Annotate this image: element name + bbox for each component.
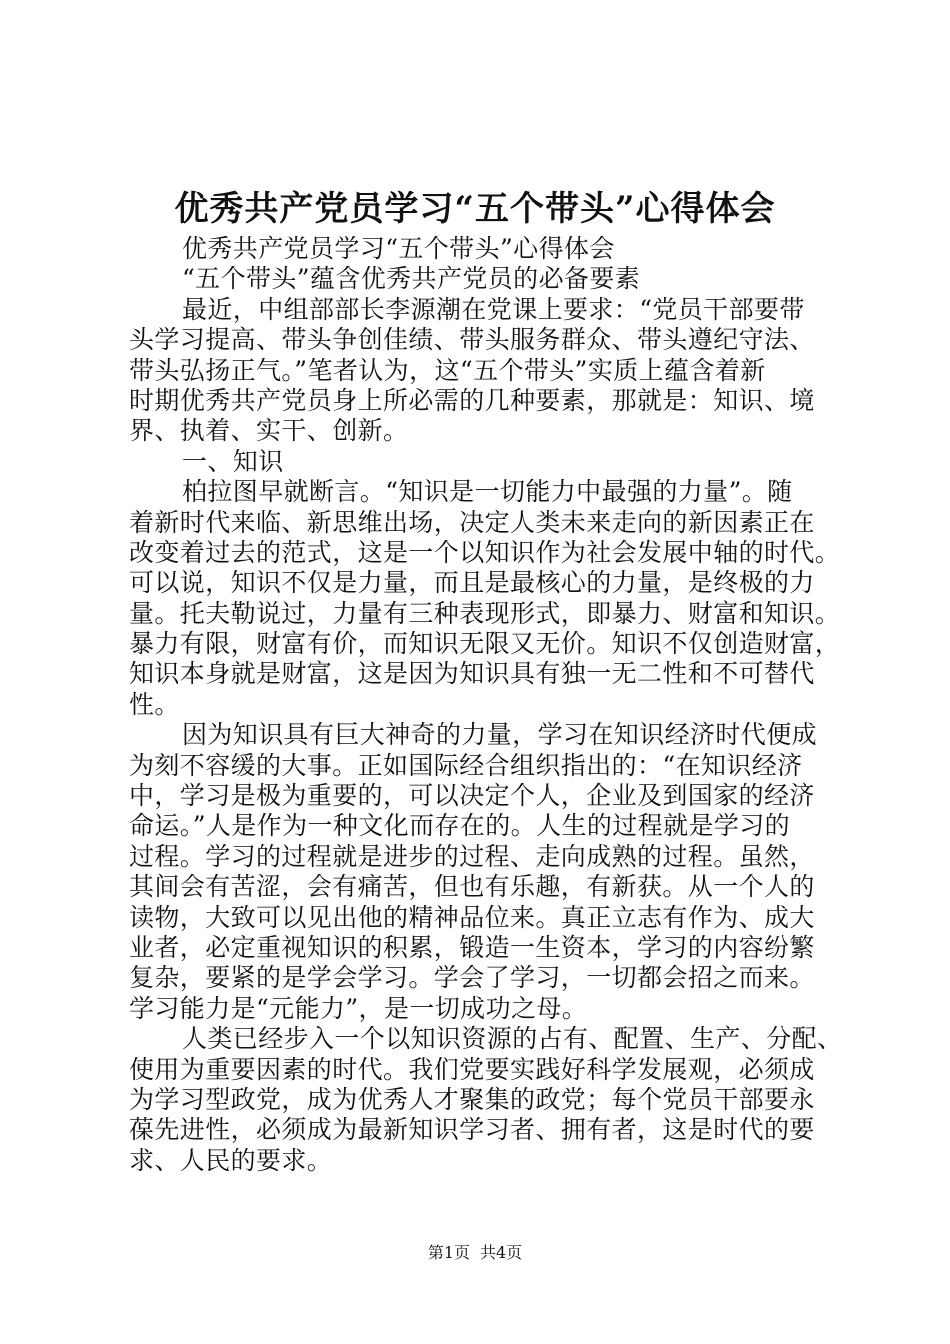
body-line: 最近，中组部部长李源潮在党课上要求：“党员干部要带 (182, 294, 805, 324)
body-line: 改变着过去的范式，这是一个以知识作为社会发展中轴的时代。 (129, 537, 841, 567)
body-line: 因为知识具有巨大神奇的力量，学习在知识经济时代便成 (182, 720, 818, 750)
page-footer (0, 1242, 950, 1264)
body-line: 人类已经步入一个以知识资源的占有、配置、生产、分配、 (182, 1024, 843, 1054)
body-line: 量。托夫勒说过，力量有三种表现形式，即暴力、财富和知识。 (129, 598, 841, 628)
body-line: 葆先进性，必须成为最新知识学习者、拥有者，这是时代的要 (129, 1115, 815, 1145)
body-line: 复杂，要紧的是学会学习。学会了学习，一切都会招之而来。 (129, 963, 815, 993)
body-line: 读物，大致可以见出他的精神品位来。真正立志有作为、成大 (129, 902, 815, 932)
body-line: 其间会有苦涩，会有痛苦，但也有乐趣，有新获。从一个人的 (129, 872, 815, 902)
body-line: 中，学习是极为重要的，可以决定个人，企业及到国家的经济 (129, 781, 815, 811)
body-line: 为刻不容缓的大事。正如国际经合组织指出的：“在知识经济 (129, 750, 803, 780)
body-line: 命运。”人是作为一种文化而存在的。人生的过程就是学习的 (129, 811, 791, 841)
body-line: 带头弘扬正气。”笔者认为，这“五个带头”实质上蕴含着新 (129, 355, 766, 385)
body-line: 时期优秀共产党员身上所必需的几种要素，那就是：知识、境 (129, 385, 815, 415)
body-line: 求、人民的要求。 (129, 1145, 333, 1175)
body-line: “五个带头”蕴含优秀共产党员的必备要素 (182, 264, 641, 294)
body-line: 可以说，知识不仅是力量，而且是最核心的力量，是终极的力 (129, 568, 815, 598)
body-line: 优秀共产党员学习“五个带头”心得体会 (182, 234, 615, 263)
document-body (129, 234, 859, 1176)
body-line: 着新时代来临、新思维出场，决定人类未来走向的新因素正在 (129, 507, 815, 537)
body-line: 为学习型政党，成为优秀人才聚集的政党；每个党员干部要永 (129, 1084, 815, 1114)
body-line: 使用为重要因素的时代。我们党要实践好科学发展观，必须成 (129, 1054, 815, 1084)
body-line: 柏拉图早就断言。“知识是一切能力中最强的力量”。随 (182, 477, 793, 507)
section-heading: 一、知识 (182, 446, 284, 476)
body-line: 知识本身就是财富，这是因为知识具有独一无二性和不可替代 (129, 659, 815, 689)
body-line: 界、执着、实干、创新。 (129, 416, 409, 446)
body-line: 暴力有限，财富有价，而知识无限又无价。知识不仅创造财富， (129, 629, 841, 659)
page-number: 第1页 (427, 1243, 470, 1262)
body-line: 头学习提高、带头争创佳绩、带头服务群众、带头遵纪守法、 (129, 325, 815, 355)
body-line: 业者，必定重视知识的积累，锻造一生资本，学习的内容纷繁 (129, 932, 815, 962)
body-line: 学习能力是“元能力”，是一切成功之母。 (129, 993, 588, 1023)
page-total: 共4页 (480, 1243, 523, 1262)
body-line: 过程。学习的过程就是进步的过程、走向成熟的过程。虽然， (129, 841, 815, 871)
document-title: 优秀共产党员学习“五个带头”心得体会 (174, 189, 776, 229)
body-line: 性。 (129, 689, 180, 719)
